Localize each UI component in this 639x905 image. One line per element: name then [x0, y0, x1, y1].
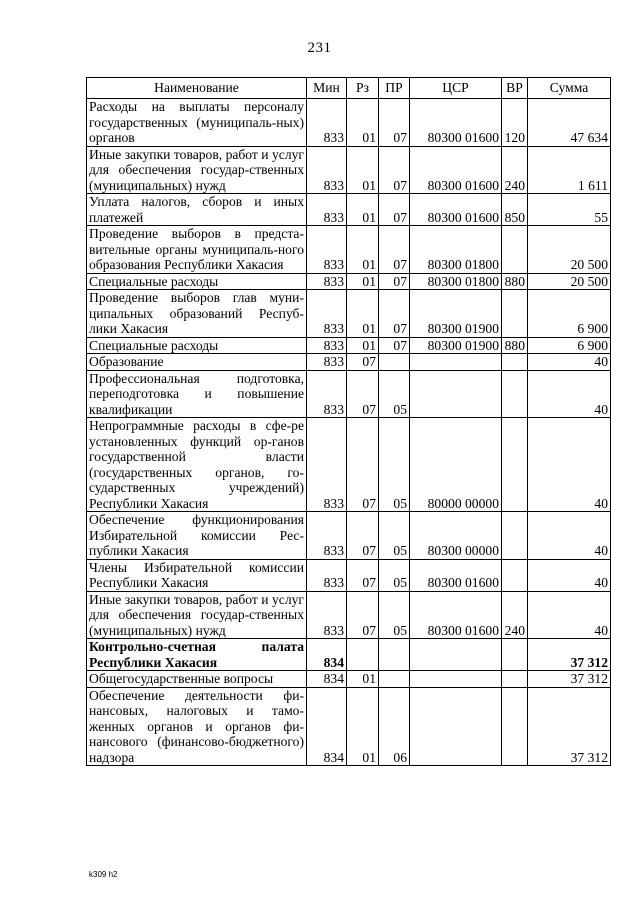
cell-rz: 01: [347, 687, 379, 766]
cell-min: 833: [307, 370, 347, 418]
cell-min: 833: [307, 337, 347, 354]
table-row: [87, 337, 611, 354]
cell-vr: [502, 370, 528, 418]
header-min: Мин: [307, 78, 347, 99]
cell-sum: 40: [528, 591, 611, 639]
cell-min: 833: [307, 559, 347, 591]
cell-name: Образование: [87, 354, 307, 371]
table-row: [87, 194, 611, 226]
cell-vr: 850: [502, 194, 528, 226]
cell-name: Обеспечение деятельности фи-нансовых, налоговых и тамо-женных органов и органов фи-нансового (финансово-бюджетного) надзора: [87, 687, 307, 766]
cell-rz: 01: [347, 290, 379, 338]
cell-vr: 240: [502, 591, 528, 639]
cell-name: Обеспечение функционирования Избирательной комиссии Рес-публики Хакасия: [87, 512, 307, 560]
cell-min: 834: [307, 671, 347, 688]
cell-sum: 6 900: [528, 337, 611, 354]
cell-sum: 37 312: [528, 687, 611, 766]
cell-vr: 880: [502, 337, 528, 354]
cell-pr: 06: [379, 687, 410, 766]
cell-sum: 55: [528, 194, 611, 226]
cell-pr: [379, 354, 410, 371]
cell-name: Общегосударственные вопросы: [87, 671, 307, 688]
cell-sum: 37 312: [528, 639, 611, 671]
cell-rz: 01: [347, 273, 379, 290]
cell-csr: 80300 01600: [410, 591, 502, 639]
header-pr: ПР: [379, 78, 410, 99]
cell-csr: [410, 370, 502, 418]
cell-rz: 07: [347, 418, 379, 512]
table-row: [87, 512, 611, 560]
cell-pr: 07: [379, 146, 410, 194]
cell-csr: 80300 00000: [410, 512, 502, 560]
cell-csr: 80300 01600: [410, 559, 502, 591]
cell-vr: [502, 418, 528, 512]
cell-pr: 05: [379, 559, 410, 591]
table-header-row: [87, 78, 611, 99]
cell-min: 833: [307, 290, 347, 338]
cell-name: Иные закупки товаров, работ и услуг для обеспечения государ-ственных (муниципальных) нужд: [87, 591, 307, 639]
cell-pr: 05: [379, 512, 410, 560]
cell-csr: [410, 354, 502, 371]
header-name: Наименование: [87, 78, 307, 99]
cell-vr: [502, 671, 528, 688]
cell-min: 833: [307, 146, 347, 194]
cell-min: 833: [307, 512, 347, 560]
cell-rz: 01: [347, 99, 379, 147]
cell-min: 833: [307, 226, 347, 274]
cell-name: Специальные расходы: [87, 337, 307, 354]
header-vr: ВР: [502, 78, 528, 99]
cell-csr: 80000 00000: [410, 418, 502, 512]
cell-csr: 80300 01600: [410, 194, 502, 226]
table-row: [87, 418, 611, 512]
table-row: [87, 354, 611, 371]
cell-csr: 80300 01600: [410, 146, 502, 194]
cell-min: 833: [307, 194, 347, 226]
cell-sum: 40: [528, 370, 611, 418]
cell-min: 833: [307, 99, 347, 147]
cell-pr: 07: [379, 273, 410, 290]
header-csr: ЦСР: [410, 78, 502, 99]
cell-vr: [502, 512, 528, 560]
cell-sum: 40: [528, 418, 611, 512]
cell-pr: 07: [379, 194, 410, 226]
cell-vr: 240: [502, 146, 528, 194]
cell-sum: 37 312: [528, 671, 611, 688]
cell-name: Непрограммные расходы в сфе-ре установленных функций ор-ганов государственной власти (государственных органов, го-сударственных учреждений) Республики Хакасия: [87, 418, 307, 512]
cell-pr: 05: [379, 591, 410, 639]
cell-rz: 07: [347, 512, 379, 560]
cell-csr: 80300 01800: [410, 273, 502, 290]
cell-rz: [347, 639, 379, 671]
cell-name: Профессиональная подготовка, переподготовка и повышение квалификации: [87, 370, 307, 418]
cell-sum: 6 900: [528, 290, 611, 338]
cell-vr: [502, 559, 528, 591]
table-row: [87, 273, 611, 290]
cell-pr: [379, 671, 410, 688]
cell-sum: 47 634: [528, 99, 611, 147]
cell-rz: 07: [347, 370, 379, 418]
cell-vr: [502, 290, 528, 338]
cell-sum: 20 500: [528, 226, 611, 274]
cell-rz: 07: [347, 559, 379, 591]
cell-pr: 07: [379, 226, 410, 274]
table-row: [87, 639, 611, 671]
cell-pr: 07: [379, 290, 410, 338]
cell-name: Иные закупки товаров, работ и услуг для обеспечения государ-ственных (муниципальных) нужд: [87, 146, 307, 194]
cell-name: Члены Избирательной комиссии Республики Хакасия: [87, 559, 307, 591]
cell-csr: 80300 01900: [410, 290, 502, 338]
cell-vr: [502, 354, 528, 371]
cell-rz: 01: [347, 146, 379, 194]
cell-rz: 01: [347, 337, 379, 354]
cell-pr: 07: [379, 337, 410, 354]
cell-name: Специальные расходы: [87, 273, 307, 290]
cell-min: 833: [307, 273, 347, 290]
footer-code: k309 h2: [89, 870, 118, 879]
cell-csr: [410, 671, 502, 688]
cell-pr: [379, 639, 410, 671]
cell-vr: [502, 687, 528, 766]
table-row: [87, 370, 611, 418]
cell-min: 833: [307, 591, 347, 639]
cell-name: Проведение выборов глав муни-ципальных образований Респуб-лики Хакасия: [87, 290, 307, 338]
cell-csr: 80300 01900: [410, 337, 502, 354]
cell-rz: 07: [347, 591, 379, 639]
page-number: 231: [307, 40, 332, 56]
cell-rz: 07: [347, 354, 379, 371]
cell-rz: 01: [347, 194, 379, 226]
cell-sum: 40: [528, 559, 611, 591]
table-row: [87, 146, 611, 194]
table-body: [87, 99, 611, 766]
cell-pr: 07: [379, 99, 410, 147]
cell-sum: 20 500: [528, 273, 611, 290]
cell-name: Контрольно-счетная палата Республики Хакасия: [87, 639, 307, 671]
table-row: [87, 99, 611, 147]
table-row: [87, 671, 611, 688]
cell-csr: 80300 01600: [410, 99, 502, 147]
cell-vr: [502, 639, 528, 671]
table-row: [87, 290, 611, 338]
cell-csr: 80300 01800: [410, 226, 502, 274]
cell-pr: 05: [379, 418, 410, 512]
cell-min: 833: [307, 354, 347, 371]
cell-csr: [410, 639, 502, 671]
cell-min: 833: [307, 418, 347, 512]
cell-name: Проведение выборов в предста-вительные органы муниципаль-ного образования Республики Хакасия: [87, 226, 307, 274]
cell-pr: 05: [379, 370, 410, 418]
cell-name: Расходы на выплаты персоналу государственных (муниципаль-ных) органов: [87, 99, 307, 147]
table-row: [87, 226, 611, 274]
header-sum: Сумма: [528, 78, 611, 99]
cell-sum: 40: [528, 354, 611, 371]
cell-sum: 1 611: [528, 146, 611, 194]
cell-vr: 880: [502, 273, 528, 290]
header-rz: Рз: [347, 78, 379, 99]
cell-min: 834: [307, 687, 347, 766]
cell-sum: 40: [528, 512, 611, 560]
cell-vr: 120: [502, 99, 528, 147]
cell-min: 834: [307, 639, 347, 671]
cell-csr: [410, 687, 502, 766]
cell-rz: 01: [347, 226, 379, 274]
cell-vr: [502, 226, 528, 274]
cell-rz: 01: [347, 671, 379, 688]
table-row: [87, 687, 611, 766]
cell-name: Уплата налогов, сборов и иных платежей: [87, 194, 307, 226]
budget-table: [86, 77, 611, 766]
table-row: [87, 591, 611, 639]
table-row: [87, 559, 611, 591]
